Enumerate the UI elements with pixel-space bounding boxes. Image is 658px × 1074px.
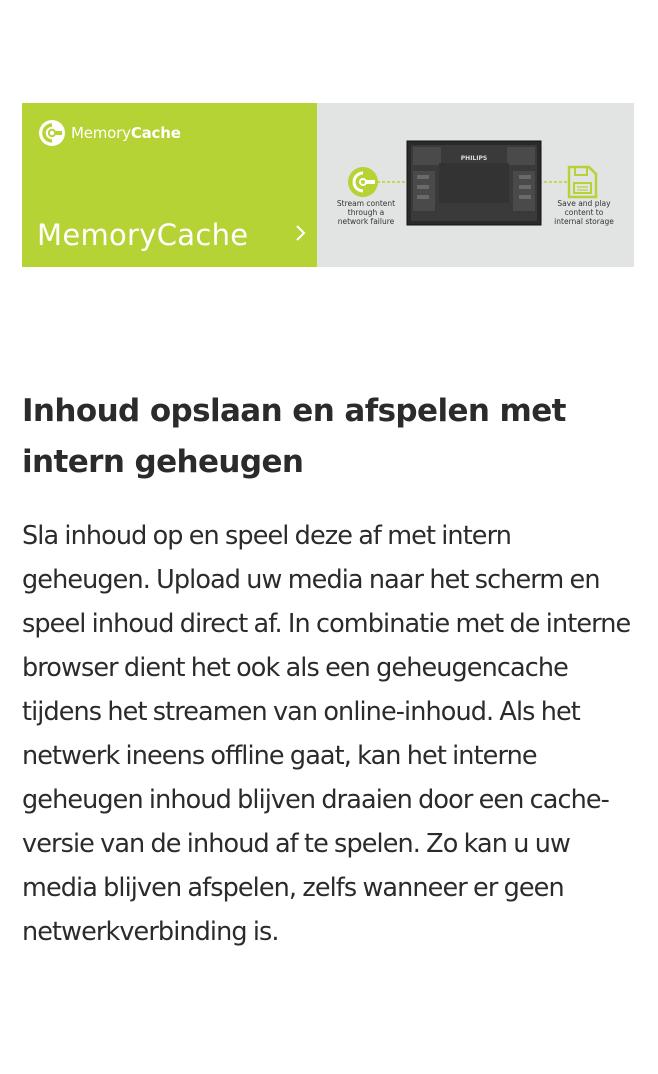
chevron-right-icon[interactable]	[291, 223, 311, 243]
logo-text-bold: Cache	[130, 124, 181, 142]
memorycache-banner[interactable]	[22, 103, 634, 267]
device-brand-label: PHILIPS	[460, 155, 488, 162]
banner-title: MemoryCache	[37, 218, 249, 252]
display-device	[407, 141, 541, 225]
diagram-caption-stream: Stream content through a network failure	[336, 199, 396, 226]
memorycache-logo-icon	[38, 119, 66, 147]
memorycache-logo	[38, 119, 181, 147]
cache-icon	[348, 167, 378, 197]
section-heading: Inhoud opslaan en afspelen met intern geheugen	[22, 393, 566, 480]
save-disk-icon	[569, 167, 596, 197]
section-body-text: Sla inhoud op en speel deze af met intern geheugen. Upload uw media naar het scherm en speel inhoud direct af. In combinatie met de interne browser dient het ook als een geheugencache tijdens het streamen van online-inhoud. Als het netwerk ineens offline gaat, kan het interne geheugen inhoud blijven draaien door een cache-versie van de inhoud af te spelen. Zo kan u uw media blijven afspelen, zelfs wanneer er geen netwerkverbinding is.	[22, 521, 631, 947]
banner-diagram-panel	[317, 103, 634, 267]
diagram-caption-save: Save and play content to internal storage	[554, 199, 614, 226]
logo-text-light: Memory	[71, 124, 131, 142]
memorycache-logo-text	[71, 124, 181, 142]
banner-green-panel	[22, 103, 317, 267]
memorycache-diagram	[317, 103, 634, 267]
